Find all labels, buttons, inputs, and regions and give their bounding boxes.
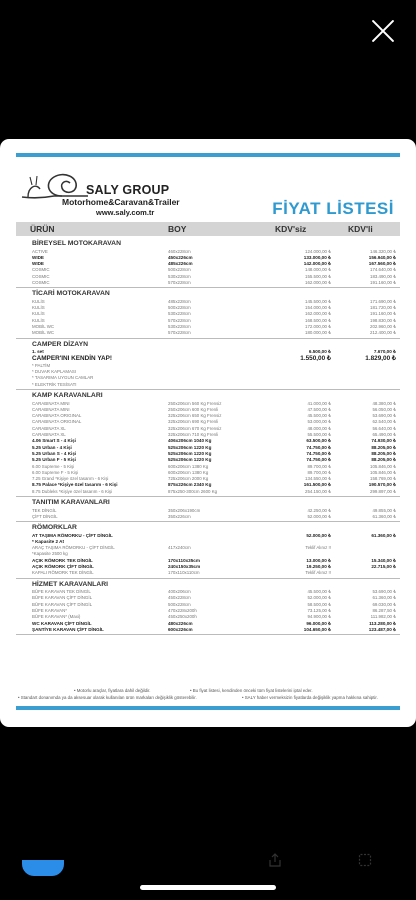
cell-c2: 417x240cm [168,545,191,551]
cell-c2: 530x228cm [168,323,191,329]
cell-c2: 485x228cm [168,298,191,304]
header-price-incl: KDV'li [348,224,373,234]
table-section [16,288,400,338]
cell-c2: 350x226cm [168,513,191,519]
cell-c1: 8.75 Palace *Kişiye özel tasarım - 6 Kişi [32,482,118,488]
cell-c2: 875x226cm 2340 Kg [168,482,212,488]
cell-c3: 172.000,00 ₺ [305,323,331,329]
cell-c4: 61.360,00 ₺ [371,532,396,538]
bottom-accent-bar [16,706,400,710]
home-indicator[interactable] [140,885,276,890]
price-table [16,238,400,635]
cell-c1: * PALTİM [32,362,51,368]
cell-c2: 250x206cm 560 Kg Frensiz [168,400,222,406]
cell-c1: *Kapasite 2500 kg [32,551,68,557]
cell-c2: 525x206cm 1220 Kg [168,444,212,450]
cell-c2: 725x206cm 2000 Kg [168,476,209,482]
cell-c2: 480x226cm [168,620,193,626]
table-section [16,390,400,497]
cell-c3: 6.500,00 ₺ [308,349,331,355]
cell-c2: 600x206cm 1380 Kg [168,469,209,475]
cell-c2: 570x228cm [168,330,191,336]
cell-c1: COSMIC [32,279,50,285]
cell-c3: 254.150,00 ₺ [305,488,331,494]
close-button[interactable] [370,18,396,44]
footnote-right: • SALY haber vermeksizin fiyatlarda değişiklik yapma hakkına sahiptir. [242,695,378,700]
cell-c4: 202.960,00 ₺ [370,323,396,329]
cell-c4: 62.540,00 ₺ [372,419,396,425]
cell-c1: BÜFE KARAVAN* [32,608,67,614]
cell-c1: COSMIC [32,267,50,273]
cell-c3: 41.000,00 ₺ [307,400,331,406]
cell-c4: 191.160,00 ₺ [370,279,396,285]
section-title: TANITIM KARAVANLARI [32,499,110,506]
table-row [16,280,400,286]
cell-c3: 45.500,00 ₺ [307,589,331,595]
cell-c1: 6.00 Supreme - 5 Kişi [32,463,75,469]
cell-c1: MOBİL WC [32,330,55,336]
cell-c1: TEK DİNGİL [32,507,57,513]
footnote-row [16,695,400,702]
cell-c4: 88.205,00 ₺ [371,450,396,456]
cell-c3: 180.000,00 ₺ [305,330,331,336]
cell-c2: 600x226cm [168,626,193,632]
cell-c4: 113.280,00 ₺ [369,620,396,626]
cell-c3: 13.000,00 ₺ [306,557,331,563]
cell-c4: 146.320,00 ₺ [370,248,396,254]
table-section [16,522,400,579]
footnote-left: • Motorlu araçlar, fiyatlara dahil değildir. [74,688,151,693]
cell-c4: 181.720,00 ₺ [370,305,396,311]
cell-c4: 171.690,00 ₺ [370,298,396,304]
cell-c3: 104.650,00 ₺ [303,626,331,632]
cell-c2: 250x206cm 600 Kg Frenli [168,406,219,412]
cell-c3: 168.500,00 ₺ [305,317,331,323]
cell-c1: 5.25 Urban F - 5 Kişi [32,457,76,463]
cell-c2: 325x206cm 650 Kg Frensiz [168,413,222,419]
cell-c4: 105.846,00 ₺ [370,469,396,475]
table-row [16,570,400,576]
cell-c3: 74.750,00 ₺ [306,444,331,450]
section-title: KAMP KARAVANLARI [32,392,103,400]
cell-c3: 53.000,00 ₺ [307,419,331,425]
section-title: CAMPER DİZAYN [32,340,89,348]
cell-c1: CARABINATA ORIGINAL [32,419,82,425]
cell-c2: 170x110x110cm [168,570,200,576]
cell-c2: 530x228cm [168,273,191,279]
cell-c2: 875x250-300cm 2600 Kg [168,488,218,494]
cell-c1: BÜFE KARAVAN TEK DİNGİL [32,589,91,595]
cell-c1: CARABINATA ORIGINAL [32,413,82,419]
cell-c1: KAPALI RÖMORK TEK DİNGİL [32,570,94,576]
cell-c1: CARABINATA MINI [32,400,70,406]
cell-c3: 145.500,00 ₺ [305,298,331,304]
share-icon[interactable] [268,853,282,867]
brand-name: SALY GROUP [86,183,170,197]
cell-c4: 48.380,00 ₺ [372,400,396,406]
cell-c4: 86.287,50 ₺ [372,608,396,614]
cell-c2: 525x206cm 1220 Kg [168,457,212,463]
cell-c3: 161.500,00 ₺ [303,482,331,488]
cell-c4: 191.160,00 ₺ [370,311,396,317]
cell-c1: 1. set [32,349,44,355]
table-section [16,497,400,522]
table-row [16,330,400,336]
cell-c4: 123.487,00 ₺ [368,626,396,632]
cell-c3: Teklif Alınız !! [305,545,331,551]
cell-c1: MOBİL WC [32,323,55,329]
table-row [16,489,400,495]
cell-c4: 7.670,00 ₺ [373,349,396,355]
cell-c4: 88.205,00 ₺ [371,444,396,450]
cell-c3: 162.000,00 ₺ [305,279,331,285]
cell-c1: 8.75 Dubleks *Kişiye özel tasarım - 6 Kişi [32,488,113,494]
cell-c2: 470x228x200h [168,608,197,614]
price-list-document [0,139,416,727]
cell-c1: CARABINATA XL [32,432,66,438]
footnote-row [16,688,400,695]
table-section [16,579,400,636]
cell-c2: 325x206cm 670 Kg Frensiz [168,425,222,431]
cell-c1: * Kapasite 2 At [32,538,64,544]
cell-c2: 325x206cm 710 Kg Frenli [168,432,219,438]
cell-c3: 154.000,00 ₺ [305,305,331,311]
cell-c4: 56.640,00 ₺ [372,425,396,431]
cell-c3: 73.125,00 ₺ [307,608,331,614]
cell-c4: 56.050,00 ₺ [372,406,396,412]
cell-c1: * DUVAR KAPLAMASI [32,369,77,375]
table-row [16,627,400,633]
cell-c3: 45.500,00 ₺ [307,413,331,419]
cell-c3: 162.000,00 ₺ [305,311,331,317]
cell-c1: KULİS [32,317,45,323]
cell-c4: 111.982,00 ₺ [370,614,396,620]
cell-c4: 49.855,00 ₺ [372,507,396,513]
cell-c4: 299.897,00 ₺ [370,488,396,494]
cell-c4: 105.846,00 ₺ [370,463,396,469]
cell-c1: 6.00 Supreme F - 5 Kişi [32,469,79,475]
cell-c3: 142.000,00 ₺ [303,261,331,267]
cell-c3: 148.000,00 ₺ [305,267,331,273]
cell-c4: 74.930,00 ₺ [371,438,396,444]
cell-c2: 450x228cm [168,595,191,601]
cell-c1: WIDE [32,261,44,267]
cell-c4: 61.360,00 ₺ [372,595,396,601]
cell-c1: 5.25 Urban - 4 Kişi [32,444,72,450]
cell-c1: AT TAŞIMA RÖMORKU - ÇİFT DİNGİL [32,532,113,538]
cell-c4: 22.715,00 ₺ [371,564,396,570]
page-title: FİYAT LİSTESİ [272,199,394,218]
cell-c1: KULİS [32,311,45,317]
section-title: BİREYSEL MOTOKARAVAN [32,240,121,247]
footnotes [16,688,400,702]
selection-icon[interactable] [358,853,372,867]
cell-c4: 212.400,00 ₺ [370,330,396,336]
cell-c1: ARAÇ TAŞIMA RÖMORKU - ÇİFT DİNGİL [32,545,115,551]
cell-c2: 350x206x190cm [168,507,201,513]
cell-c3: 74.750,00 ₺ [306,450,331,456]
cell-c4: 65.490,00 ₺ [372,432,396,438]
cell-c4: 190.570,00 ₺ [368,482,396,488]
cell-c4: 1.829,00 ₺ [365,355,396,363]
cell-c1: KULİS [32,298,45,304]
cell-c3: 58.500,00 ₺ [307,601,331,607]
cell-c3: 133.000,00 ₺ [303,254,331,260]
cell-c1: BÜFE KARAVAN* (Maxi) [32,614,81,620]
cell-c1: ŞANTİYE KARAVAN ÇİFT DİNGİL [32,626,104,632]
cell-c4: 53.690,00 ₺ [372,589,396,595]
cell-c2: 500x228cm [168,267,191,273]
cell-c1: CARABINATA MINI [32,406,70,412]
cell-c4: 15.340,00 ₺ [371,557,396,563]
cell-c4: 167.560,00 ₺ [368,261,396,267]
cell-c3: 52.000,00 ₺ [306,532,331,538]
cell-c4: 183.490,00 ₺ [370,273,396,279]
cell-c1: AÇIK RÖMORK TEK DİNGİL [32,557,93,563]
cell-c3: 47.500,00 ₺ [307,406,331,412]
table-row [16,514,400,520]
brand-subtitle: Motorhome&Caravan&Trailer [62,197,180,207]
cell-c1: BÜFE KARAVAN ÇİFT DİNGİL [32,601,93,607]
cell-c1: ÇİFT DİNGİL [32,513,58,519]
table-row [16,382,400,388]
cell-c3: 74.750,00 ₺ [306,457,331,463]
cell-c4: 61.360,00 ₺ [372,513,396,519]
cell-c2: 400x206cm [168,589,191,595]
cell-c2: 570x228cm [168,279,191,285]
cell-c3: 94.900,00 ₺ [307,614,331,620]
cell-c3: 1.550,00 ₺ [300,355,331,363]
cell-c4: 156.940,00 ₺ [368,254,396,260]
cell-c4: 174.640,00 ₺ [370,267,396,273]
cell-c1: * ELEKTRİK TESİSATI [32,381,77,387]
cell-c3: 96.000,00 ₺ [306,620,331,626]
cell-c1: WIDE [32,254,44,260]
cell-c2: 600x206cm 1380 Kg [168,463,209,469]
cell-c2: 530x228cm [168,311,191,317]
cell-c3: Teklif Alınız !! [305,570,331,576]
section-title: HİZMET KARAVANLARI [32,580,109,588]
cell-c1: * TASARIMA UYGUN CAMLAR [32,375,94,381]
cell-c1: KULİS [32,305,45,311]
cell-c3: 89.700,00 ₺ [307,469,331,475]
cell-c3: 42.250,00 ₺ [307,507,331,513]
cell-c2: 406x206cm 1040 Kg [168,438,212,444]
section-title: RÖMORKLAR [32,524,77,532]
cell-c2: 460x228cm [168,248,191,254]
table-section [16,238,400,288]
cell-c3: 89.700,00 ₺ [307,463,331,469]
top-accent-bar [16,153,400,157]
cell-c3: 155.500,00 ₺ [305,273,331,279]
header-product: ÜRÜN [30,224,55,234]
cell-c3: 55.500,00 ₺ [307,432,331,438]
cell-c4: 69.030,00 ₺ [372,601,396,607]
cell-c2: 450x226cm [168,254,193,260]
cell-c1: ACTIVE [32,248,48,254]
cell-c1: 4.06 Smart S - 4 Kişi [32,438,76,444]
section-title: TİCARİ MOTOKARAVAN [32,290,110,298]
cell-c1: AÇIK RÖMORK ÇİFT DİNGİL [32,564,94,570]
cell-c2: 325x206cm 690 Kg Frenli [168,419,219,425]
cell-c2: 500x228cm [168,601,191,607]
header-price-excl: KDV'siz [275,224,307,234]
table-row [16,355,400,363]
cell-c3: 52.000,00 ₺ [307,595,331,601]
table-section [16,339,400,390]
footnote-right: • Bu fiyat listesi, kendinden önceki tüm fiyat listelerini iptal eder. [190,688,313,693]
cell-c1: 7.25 Grand *Kişiye özel tasarım - 6 Kişi [32,476,109,482]
cell-c2: 525x206cm 1220 Kg [168,450,212,456]
cell-c1: CARABINATA XL [32,425,66,431]
cell-c1: COSMIC [32,273,50,279]
cell-c3: 134.550,00 ₺ [305,476,331,482]
brand-url: www.saly.com.tr [96,208,155,217]
cell-c2: 240x150x35cm [168,564,201,570]
cell-c4: 158.769,00 ₺ [370,476,396,482]
cell-c4: 88.205,00 ₺ [371,457,396,463]
cell-c2: 570x228cm [168,317,191,323]
header-size: BOY [168,224,187,234]
cell-c1: 5.25 Urban S - 4 Kişi [32,450,77,456]
cell-c4: 53.690,00 ₺ [372,413,396,419]
cell-c1: CAMPER'INI KENDİN YAP! [32,355,112,363]
cell-c1: WC KARAVAN ÇİFT DİNGİL [32,620,92,626]
cell-c4: 198.830,00 ₺ [370,317,396,323]
cell-c3: 19.250,00 ₺ [306,564,331,570]
cell-c2: 170x110x35cm [168,557,200,563]
cell-c2: 500x228cm [168,305,191,311]
cell-c2: 485x226cm [168,261,193,267]
footnote-left: • Standart donanımda ya da aksesuar olarak kullanılan ürün markaları değişiklik gösterebilir. [18,695,197,700]
cell-c1: BÜFE KARAVAN ÇİFT DİNGİL [32,595,93,601]
cell-c3: 124.000,00 ₺ [305,248,331,254]
table-header [16,222,400,236]
cell-c3: 52.000,00 ₺ [307,513,331,519]
cell-c3: 63.500,00 ₺ [306,438,331,444]
cell-c3: 48.000,00 ₺ [307,425,331,431]
edit-button[interactable] [22,860,64,876]
cell-c2: 450x250x200h [168,614,197,620]
